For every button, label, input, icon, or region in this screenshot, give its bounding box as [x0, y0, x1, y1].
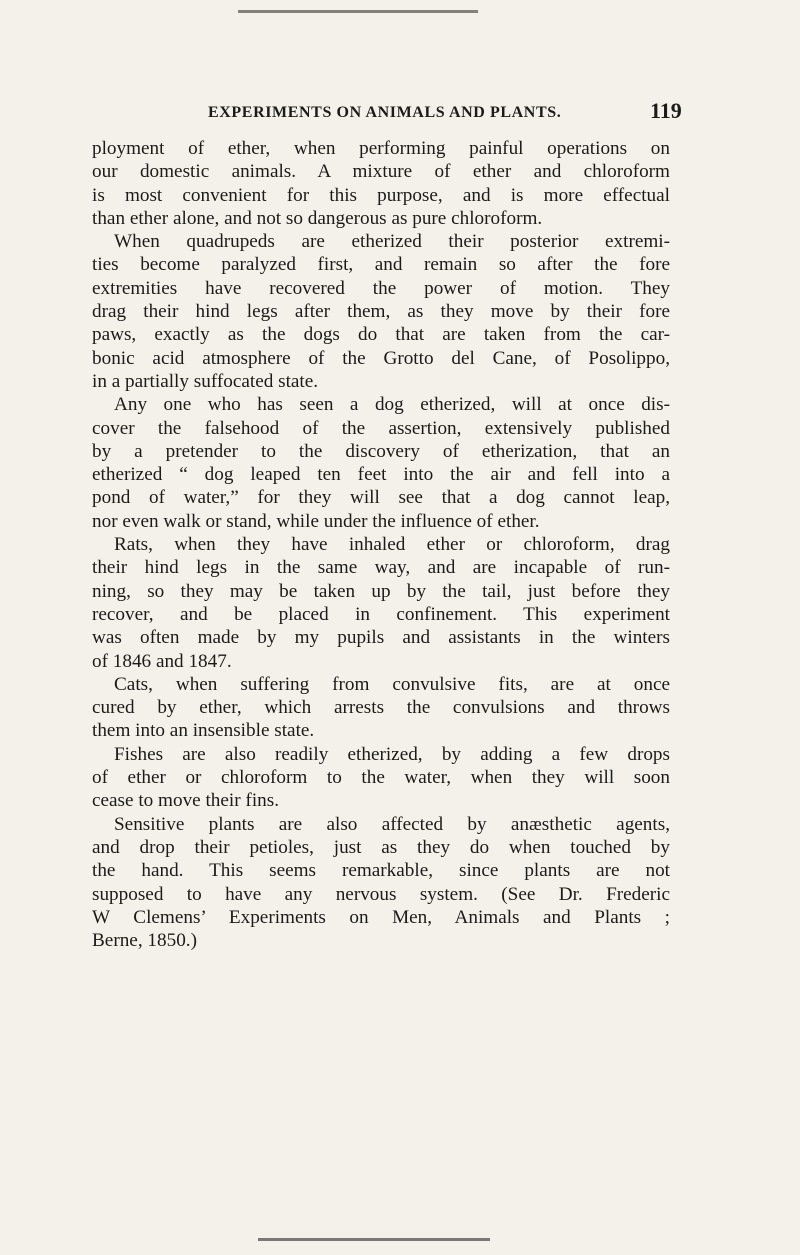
- text-line: nor even walk or stand, while under the influence of ether.: [92, 510, 540, 532]
- text-line: Sensitive plants are also affected by anæsthetic agents,: [114, 813, 670, 835]
- text-line: than ether alone, and not so dangerous as pure chloroform.: [92, 207, 543, 229]
- text-line: our domestic animals. A mixture of ether and chloroform: [92, 161, 670, 183]
- text-line: pond of water,” for they will see that a dog cannot leap,: [92, 487, 670, 509]
- text-line: W Clemens’ Experiments on Men, Animals and Plants ;: [92, 906, 670, 928]
- text-line: cover the falsehood of the assertion, extensively published: [92, 417, 670, 439]
- bottom-edge-rule: [258, 1238, 490, 1241]
- text-line: ties become paralyzed first, and remain so after the fore: [92, 254, 670, 276]
- top-edge-rule: [238, 10, 478, 13]
- paragraph: [92, 393, 670, 533]
- paragraph: [92, 230, 670, 393]
- text-line: by a pretender to the discovery of etherization, that an: [92, 440, 670, 462]
- text-line: recover, and be placed in confinement. This experiment: [92, 603, 670, 625]
- text-line: ning, so they may be taken up by the tail, just before they: [92, 580, 670, 602]
- text-line: cease to move their fins.: [92, 790, 280, 812]
- paragraph: [92, 673, 670, 743]
- text-line: Any one who has seen a dog etherized, will at once dis-: [114, 394, 670, 416]
- text-line: cured by ether, which arrests the convulsions and throws: [92, 697, 670, 719]
- paragraph: [92, 743, 670, 813]
- text-line: drag their hind legs after them, as they move by their fore: [92, 301, 670, 323]
- text-line: extremities have recovered the power of motion. They: [92, 277, 670, 299]
- text-line: When quadrupeds are etherized their posterior extremi-: [114, 231, 670, 253]
- text-line: bonic acid atmosphere of the Grotto del Cane, of Posolippo,: [92, 347, 670, 369]
- page-number: 119: [650, 98, 682, 123]
- text-line: their hind legs in the same way, and are incapable of run-: [92, 557, 670, 579]
- text-line: Cats, when suffering from convulsive fits, are at once: [114, 673, 670, 695]
- text-line: in a partially suffocated state.: [92, 370, 319, 392]
- text-line: Fishes are also readily etherized, by adding a few drops: [114, 743, 670, 765]
- text-line: and drop their petioles, just as they do when touched by: [92, 836, 670, 858]
- body-text: [92, 137, 670, 952]
- text-line: of ether or chloroform to the water, when they will soon: [92, 767, 670, 789]
- running-head: EXPERIMENTS ON ANIMALS AND PLANTS.: [208, 104, 562, 121]
- text-line: the hand. This seems remarkable, since plants are not: [92, 860, 670, 882]
- text-line: Rats, when they have inhaled ether or chloroform, drag: [114, 534, 670, 556]
- paragraph: [92, 137, 670, 230]
- paragraph: [92, 533, 670, 673]
- text-line: ployment of ether, when performing painful operations on: [92, 138, 670, 159]
- text-line: them into an insensible state.: [92, 720, 315, 742]
- text-line: etherized “ dog leaped ten feet into the air and fell into a: [92, 464, 670, 486]
- text-line: paws, exactly as the dogs do that are taken from the car-: [92, 324, 670, 346]
- paragraph: [92, 813, 670, 953]
- text-line: Berne, 1850.): [92, 930, 197, 952]
- text-line: was often made by my pupils and assistants in the winters: [92, 627, 670, 649]
- text-line: supposed to have any nervous system. (See Dr. Frederic: [92, 883, 670, 905]
- text-line: is most convenient for this purpose, and is more effectual: [92, 184, 670, 206]
- text-line: of 1846 and 1847.: [92, 650, 232, 672]
- page-header: [0, 98, 800, 128]
